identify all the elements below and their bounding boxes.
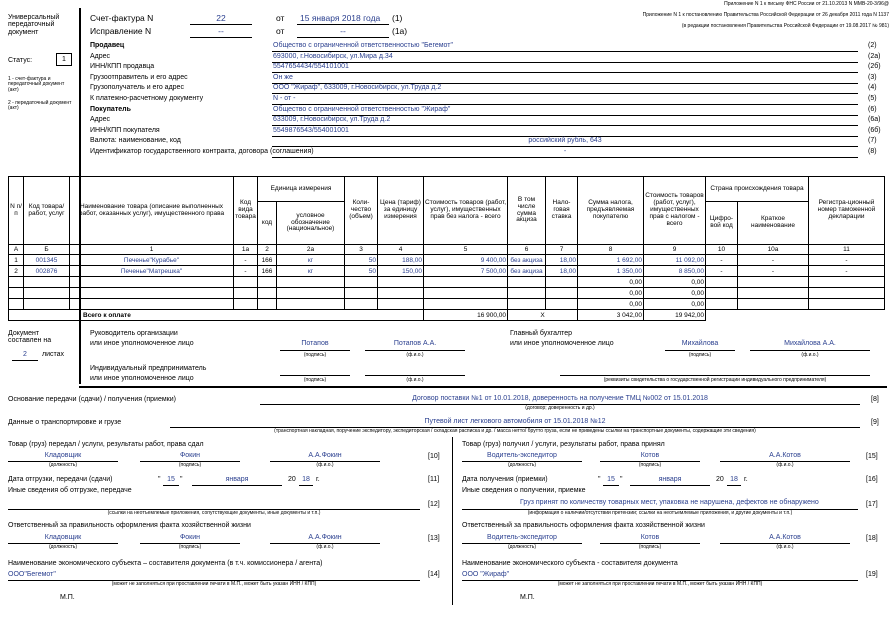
zero-tax-2: 0,00 xyxy=(578,288,644,299)
seller-stamp: М.П. xyxy=(60,594,75,601)
h-price: Цена (тариф) за единицу измерения xyxy=(378,177,424,245)
h-excise: В том числе сумма акциза xyxy=(508,177,546,245)
field-ref: (2) xyxy=(868,42,877,49)
head-label-1: Руководитель организации xyxy=(90,330,178,337)
cell-kind: - xyxy=(234,255,258,266)
correction-number: -- xyxy=(218,26,224,36)
h-country-name: Краткое наименование xyxy=(738,202,809,245)
ref-18: [18] xyxy=(866,535,878,542)
total-cost: 16 900,00 xyxy=(424,310,508,321)
seller-resp-label: Ответственный за правильность оформления факта хозяйственной жизни xyxy=(8,522,251,529)
invoice-number: 22 xyxy=(216,13,226,23)
buyer-pos: Водитель-экспедитор xyxy=(487,452,557,459)
h-tax: Сумма налога, предъявляемая покупателю xyxy=(578,177,644,245)
invoice-from: от xyxy=(276,13,285,23)
cell-code: 002876 xyxy=(24,266,70,277)
total-sum: 19 942,00 xyxy=(644,310,706,321)
buyer-entity-value: ООО "Жираф" xyxy=(462,571,510,578)
field-ref: (2а) xyxy=(868,53,881,60)
receive-month: января xyxy=(658,476,682,483)
field-ref: (2б) xyxy=(868,63,881,70)
h-unit-name: условное обозначение (национальное) xyxy=(277,202,345,245)
field-value: 5549876543/554001001 xyxy=(273,127,349,134)
field-ref: (5) xyxy=(868,95,877,102)
col-letter: 10а xyxy=(738,245,809,255)
receive-year: 18 xyxy=(730,476,738,483)
cell-name: Печенье"Курабье" xyxy=(70,255,234,266)
seller-resp-fio-cap: (ф.и.о.) xyxy=(316,544,334,550)
ref-14: [14] xyxy=(428,571,440,578)
zero-tax-3: 0,00 xyxy=(578,299,644,310)
cell-ucode: 166 xyxy=(258,255,277,266)
seller-name: А.А.Фокин xyxy=(308,452,342,459)
ip-fio-cap: (ф.и.о.) xyxy=(406,377,424,383)
seller-pos: Кладовщик xyxy=(44,452,82,459)
ship-year-prefix: 20 xyxy=(288,476,296,483)
transport-label: Данные о транспортировке и грузе xyxy=(8,419,122,426)
invoice-label: Счет-фактура N xyxy=(90,13,154,23)
chief-label-1: Главный бухгалтер xyxy=(510,330,572,337)
cell-rate: 18,00 xyxy=(546,255,578,266)
field-label: Адрес xyxy=(90,53,111,60)
chief-label-2: или иное уполномоченное лицо xyxy=(510,340,614,347)
status-note-1: 1 - счет-фактура и передаточный документ (акт) xyxy=(8,76,65,93)
cell-uname: кг xyxy=(277,266,345,277)
cell-cost: 7 500,00 xyxy=(424,266,508,277)
seller-sign: Фокин xyxy=(179,452,201,459)
ip-label-1: Индивидуальный предприниматель xyxy=(90,365,207,372)
note-letter: Приложение N 1 к письму ФНС России от 21.10.2013 N ММВ-20-3/96@ xyxy=(724,1,889,7)
seller-sign-cap: (подпись) xyxy=(178,462,202,468)
field-value: 5547654434/554101001 xyxy=(273,63,349,70)
head-sign-cap: (подпись) xyxy=(303,352,327,358)
h-qty: Коли-чество (объем) xyxy=(345,177,378,245)
col-letter: 6 xyxy=(508,245,546,255)
col-letter: 8 xyxy=(578,245,644,255)
field-label: ИНН/КПП продавца xyxy=(90,63,155,70)
buyer-pos-cap: (должность) xyxy=(507,462,537,468)
basis-value: Договор поставки №1 от 10.01.2018, доверенность на получение ТМЦ №002 от 15.01.2018 xyxy=(412,395,708,402)
received-label: Товар (груз) получил / услуги, результаты работ, права принял xyxy=(462,441,665,448)
h-unit-code: код xyxy=(258,202,277,245)
field-label: Продавец xyxy=(90,42,125,49)
cell-excise: без акциза xyxy=(508,266,546,277)
buyer-sign: Котов xyxy=(640,452,660,459)
transport-ref: [9] xyxy=(871,419,879,426)
cell-ccode: - xyxy=(706,255,738,266)
ship-month: января xyxy=(225,476,249,483)
seller-resp-sign: Фокин xyxy=(179,534,201,541)
ip-cert-cap: (реквизиты свидетельства о государственной регистрации индивидуального предпринимателя) xyxy=(603,377,827,383)
h-cost: Стоимость товаров (работ, услуг), имущественных прав без налога - всего xyxy=(424,177,508,245)
seller-resp-pos: Кладовщик xyxy=(44,534,82,541)
col-letter: 9 xyxy=(644,245,706,255)
field-label: ИНН/КПП покупателя xyxy=(90,127,160,134)
table-row xyxy=(9,266,885,277)
chief-fio-cap: (ф.и.о.) xyxy=(801,352,819,358)
transport-value: Путевой лист легкового автомобиля от 15.01.2018 №12 xyxy=(424,418,606,425)
cell-ucode: 166 xyxy=(258,266,277,277)
correction-label: Исправление N xyxy=(90,26,152,36)
h-kind: Код вида товара xyxy=(234,177,258,245)
ship-year: 18 xyxy=(302,476,310,483)
correction-ref: (1а) xyxy=(392,26,408,36)
zero-total-3: 0,00 xyxy=(644,299,706,310)
basis-cap: (договор; доверенность и др.) xyxy=(525,405,595,411)
cell-qty: 50 xyxy=(345,266,378,277)
ship-year-suffix: г. xyxy=(316,476,320,483)
cell-price: 188,00 xyxy=(378,255,424,266)
buyer-resp-pos-cap: (должность) xyxy=(507,544,537,550)
cell-cname: - xyxy=(738,255,809,266)
col-letter: Б xyxy=(24,245,70,255)
ref-19: [19] xyxy=(866,571,878,578)
cell-n: 2 xyxy=(9,266,24,277)
total-tax: 3 042,00 xyxy=(578,310,644,321)
cell-customs: - xyxy=(809,255,885,266)
field-ref: (8) xyxy=(868,148,877,155)
h-code: Код товара/ работ, услуг xyxy=(24,177,70,245)
chief-sign-cap: (подпись) xyxy=(688,352,712,358)
basis-ref: [8] xyxy=(871,396,879,403)
seller-entity-cap: (может не заполняться при проставлении печати в М.П., может быть указан ИНН / КПП) xyxy=(111,581,317,587)
head-fio-cap: (ф.и.о.) xyxy=(406,352,424,358)
status-label: Статус: xyxy=(8,57,33,64)
ref-13: [13] xyxy=(428,535,440,542)
buyer-resp-pos: Водитель-экспедитор xyxy=(487,534,557,541)
buyer-resp-sign: Котов xyxy=(640,534,660,541)
pages-count: 2 xyxy=(23,351,27,358)
ref-11: [11] xyxy=(428,476,440,483)
buyer-stamp: М.П. xyxy=(520,594,535,601)
cell-kind: - xyxy=(234,266,258,277)
total-label: Всего к оплате xyxy=(9,310,424,321)
cell-total: 8 850,00 xyxy=(644,266,706,277)
seller-resp-name: А.А.Фокин xyxy=(308,534,342,541)
cell-price: 150,00 xyxy=(378,266,424,277)
buyer-resp-sign-cap: (подпись) xyxy=(638,544,662,550)
pages-label: листах xyxy=(42,351,65,358)
cell-qty: 50 xyxy=(345,255,378,266)
field-value: Общество с ограниченной ответственностью "Жираф" xyxy=(273,106,451,113)
seller-resp-pos-cap: (должность) xyxy=(48,544,78,550)
col-letter: 11 xyxy=(809,245,885,255)
cell-rate: 18,00 xyxy=(546,266,578,277)
ref-12: [12] xyxy=(428,501,440,508)
field-label: Идентификатор государственного контракта, договора (соглашения) xyxy=(90,148,314,155)
cell-customs: - xyxy=(809,266,885,277)
field-value: российский рубль, 643 xyxy=(528,137,602,144)
invoice-date: 15 января 2018 года xyxy=(300,13,381,23)
field-label: Адрес xyxy=(90,116,111,123)
col-letter: 1а xyxy=(234,245,258,255)
seller-resp-sign-cap: (подпись) xyxy=(178,544,202,550)
ip-sign-cap: (подпись) xyxy=(303,377,327,383)
field-ref: (3) xyxy=(868,74,877,81)
seller-entity-label: Наименование экономического субъекта – составителя документа (в т.ч. комиссионера / агента) xyxy=(8,560,323,567)
h-total: Стоимость товаров (работ, услуг), имущественных прав с налогом - всего xyxy=(644,177,706,245)
field-value: ООО "Жираф", 633009, г.Новосибирск, ул.Труда д.2 xyxy=(273,84,442,91)
receive-other-cap: (информация о наличии/отсутствии претензии; ссылки на неотъемлемые приложения, и другие документы и т.п.) xyxy=(527,510,793,516)
goods-table xyxy=(8,176,885,321)
chief-name: Михайлова А.А. xyxy=(784,340,836,347)
invoice-ref: (1) xyxy=(392,13,403,23)
buyer-resp-fio-cap: (ф.и.о.) xyxy=(776,544,794,550)
receive-date-label: Дата получения (приемки) xyxy=(462,476,548,483)
zero-total-2: 0,00 xyxy=(644,288,706,299)
ref-15: [15] xyxy=(866,453,878,460)
cell-cname: - xyxy=(738,266,809,277)
col-letter: 5 xyxy=(424,245,508,255)
zero-total-1: 0,00 xyxy=(644,277,706,288)
head-label-2: или иное уполномоченное лицо xyxy=(90,340,194,347)
total-excise: Х xyxy=(508,310,578,321)
seller-entity-value: ООО"Бегемот" xyxy=(8,571,56,578)
ship-other-cap: (ссылки на неотъемлемые приложения, сопутствующие документы, иные документы и т.п.) xyxy=(107,510,321,516)
transport-cap: (транспортная накладная, поручение экспедитору, экспедиторская / складская расписка и др. / масса нетто/ брутто груза, если не приведены ссылки на транспортные документы, содержащие эти сведения) xyxy=(274,428,756,434)
cell-n: 1 xyxy=(9,255,24,266)
field-ref: (6б) xyxy=(868,127,881,134)
field-ref: (7) xyxy=(868,137,877,144)
field-label: К платежно-расчетному документу xyxy=(90,95,204,102)
field-value: 693000, г.Новосибирск, ул.Мира д.34 xyxy=(273,53,393,60)
doc-title: Универсальный передаточный документ xyxy=(8,14,60,36)
ref-16: [16] xyxy=(866,476,878,483)
buyer-name: А.А.Котов xyxy=(769,452,801,459)
cell-ccode: - xyxy=(706,266,738,277)
transferred-label: Товар (груз) передал / услуги, результаты работ, права сдал xyxy=(8,441,204,448)
receive-year-prefix: 20 xyxy=(716,476,724,483)
buyer-sign-cap: (подпись) xyxy=(638,462,662,468)
col-letter: 2а xyxy=(277,245,345,255)
receive-other-value: Груз принят по количеству товарных мест, упаковка не нарушена, дефектов не обнаружено xyxy=(520,499,819,506)
chief-sign: Михайлова xyxy=(681,340,719,347)
receive-year-suffix: г. xyxy=(744,476,748,483)
buyer-resp-label: Ответственный за правильность оформления факта хозяйственной жизни xyxy=(462,522,705,529)
h-country-code: Цифро-вой код xyxy=(706,202,738,245)
cell-cost: 9 400,00 xyxy=(424,255,508,266)
ship-day: 15 xyxy=(167,476,175,483)
cell-total: 11 092,00 xyxy=(644,255,706,266)
field-label: Покупатель xyxy=(90,106,131,113)
cell-uname: кг xyxy=(277,255,345,266)
h-customs: Регистра-ционный номер таможенной декларации xyxy=(809,177,885,245)
ip-label-2: или иное уполномоченное лицо xyxy=(90,375,194,382)
cell-name: Печенье"Матрешка" xyxy=(70,266,234,277)
buyer-fio-cap: (ф.и.о.) xyxy=(776,462,794,468)
col-letter: 7 xyxy=(546,245,578,255)
basis-label: Основание передачи (сдачи) / получения (приемки) xyxy=(8,396,176,403)
cell-code: 001345 xyxy=(24,255,70,266)
ref-10: [10] xyxy=(428,453,440,460)
doc-made-label: Документ составлен на xyxy=(8,330,52,345)
field-label: Грузополучатель и его адрес xyxy=(90,84,184,91)
seller-pos-cap: (должность) xyxy=(48,462,78,468)
field-value: N - от - xyxy=(273,95,296,102)
seller-fio-cap: (ф.и.о.) xyxy=(316,462,334,468)
buyer-resp-name: А.А.Котов xyxy=(769,534,801,541)
note-decree: Приложение N 1 к постановлению Правительства Российской Федерации от 26 декабря 2011 года N 1137 xyxy=(642,12,889,18)
col-letter: 1 xyxy=(70,245,234,255)
field-ref: (6а) xyxy=(868,116,881,123)
col-letter: 4 xyxy=(378,245,424,255)
ref-17: [17] xyxy=(866,501,878,508)
h-name: Наименование товара (описание выполненных работ, оказанных услуг), имущественного права xyxy=(70,177,234,245)
table-row xyxy=(9,255,885,266)
buyer-entity-cap: (может не заполняться при проставлении печати в М.П., может быть указан ИНН / КПП) xyxy=(557,581,763,587)
cell-excise: без акциза xyxy=(508,255,546,266)
field-value: Он же xyxy=(273,74,293,81)
field-value: 633009, г.Новосибирск, ул.Труда д.2 xyxy=(273,116,391,123)
field-value: - xyxy=(563,148,567,155)
ship-date-label: Дата отгрузки, передачи (сдачи) xyxy=(8,476,113,483)
col-letter: 2 xyxy=(258,245,277,255)
field-value: Общество с ограниченной ответственностью "Бегемот" xyxy=(273,42,453,49)
field-ref: (4) xyxy=(868,84,877,91)
col-letter: 3 xyxy=(345,245,378,255)
col-letter: А xyxy=(9,245,24,255)
correction-from: от xyxy=(276,26,285,36)
h-unit: Единица измерения xyxy=(258,177,345,202)
head-sign: Потапов xyxy=(301,340,329,347)
correction-date: -- xyxy=(340,26,346,36)
h-num: N п/п xyxy=(9,177,24,245)
zero-tax-1: 0,00 xyxy=(578,277,644,288)
status-note-2: 2 - передаточный документ (акт) xyxy=(8,100,72,112)
receive-day: 15 xyxy=(607,476,615,483)
field-label: Валюта: наименование, код xyxy=(90,137,181,144)
h-rate: Нало-говая ставка xyxy=(546,177,578,245)
col-letter: 10 xyxy=(706,245,738,255)
buyer-entity-label: Наименование экономического субъекта - составителя документа xyxy=(462,560,678,567)
ship-other-label: Иные сведения об отгрузке, передаче xyxy=(8,487,132,494)
h-country: Страна происхождения товара xyxy=(706,177,809,202)
field-label: Грузоотправитель и его адрес xyxy=(90,74,188,81)
head-name: Потапов А.А. xyxy=(393,340,437,347)
note-edition: (в редакции постановления Правительства Российской Федерации от 19.08.2017 № 981) xyxy=(681,23,889,29)
status-value: 1 xyxy=(56,53,72,66)
cell-tax: 1 350,00 xyxy=(578,266,644,277)
cell-tax: 1 692,00 xyxy=(578,255,644,266)
receive-other-label: Иные сведения о получении, приемке xyxy=(462,487,586,494)
field-ref: (6) xyxy=(868,106,877,113)
